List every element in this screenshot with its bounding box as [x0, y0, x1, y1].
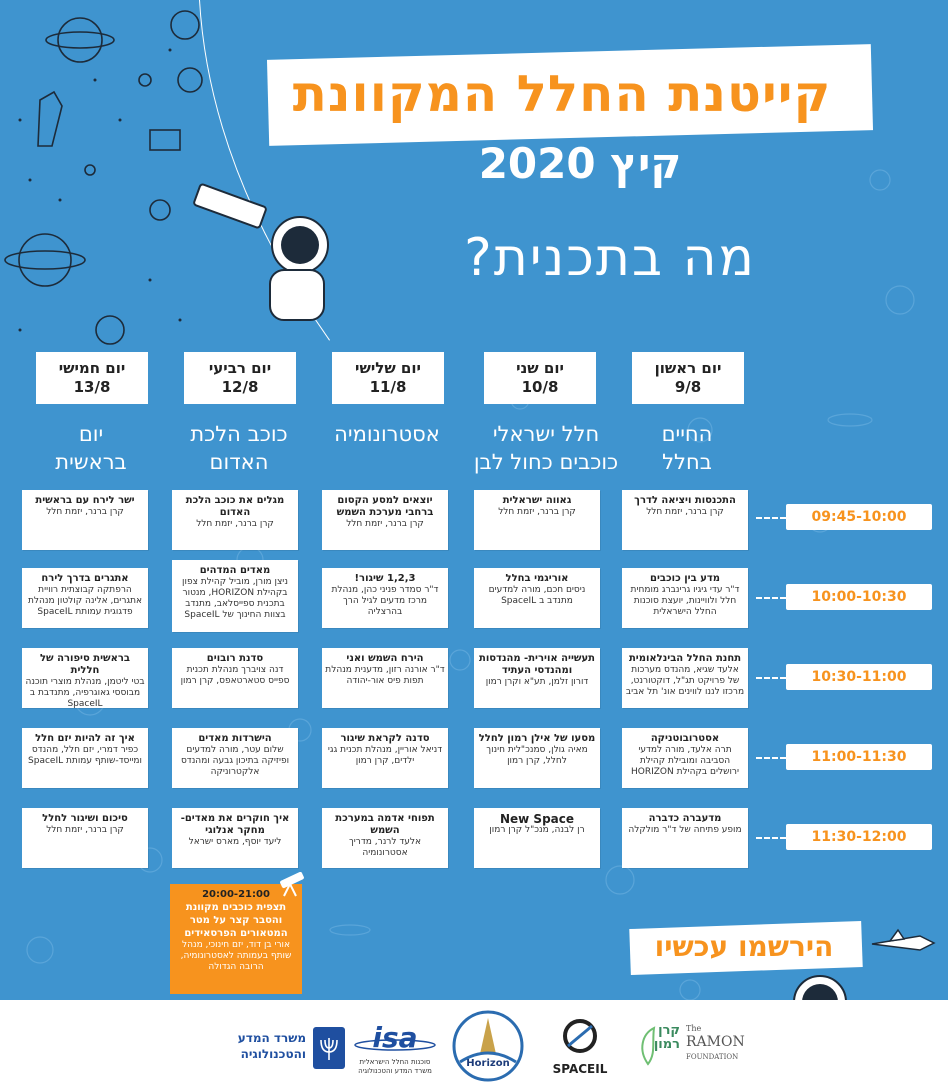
session-title: סדנת רובוים	[206, 653, 264, 664]
sponsors-strip	[0, 1000, 948, 1092]
day-theme-thursday	[16, 420, 166, 476]
day-name: יום שני	[516, 359, 564, 377]
session-title: מסעו של אילן רמון לחלל	[478, 733, 596, 744]
session-speaker: ניסים חכם, מורה למדעים מתנדב ב SpaceIL	[488, 585, 586, 606]
session-title: גאווה ישראלית	[502, 495, 572, 506]
time-slot: 11:00-11:30	[786, 744, 932, 770]
isa-logo	[352, 1022, 438, 1082]
theme-line: החיים	[661, 422, 713, 446]
session-title: הירח השמש ואני	[346, 653, 424, 664]
evening-title: תצפית כוכבים מקוונת והסבר קצר על מטר המטאורים הפרסאידים	[184, 902, 288, 939]
session-card	[22, 808, 148, 868]
session-card	[322, 568, 448, 628]
day-date: 10/8	[521, 378, 559, 396]
session-card	[622, 490, 748, 550]
session-speaker: קרן ברנר, יזמת חלל	[498, 507, 576, 517]
session-card	[474, 728, 600, 788]
session-speaker: דניאל אוריין, מנהלת תכנית גגי ילדים, קרן רמון	[327, 745, 443, 766]
session-card	[474, 490, 600, 550]
session-speaker: ליעד יוסף, מארס ישראל	[188, 837, 282, 847]
time-connector	[756, 597, 786, 599]
session-title: מדע בין כוכבים	[650, 573, 720, 584]
ramon-en-the: The	[686, 1024, 702, 1033]
theme-line: כוכבים כחול לבן	[473, 450, 619, 474]
ministry-name-1: משרד המדע	[237, 1031, 306, 1045]
telescope-icon	[274, 872, 308, 898]
theme-line: האדום	[209, 450, 269, 474]
session-title: תחנת החלל הבינלאומית	[628, 653, 742, 664]
session-card	[22, 648, 148, 708]
session-title: אתגרים בדרך לירח	[41, 573, 129, 584]
day-header-wednesday	[184, 352, 296, 404]
register-cta[interactable]: הירשמו עכשיו	[654, 930, 834, 963]
session-speaker: קרן ברנר, יזמת חלל	[646, 507, 724, 517]
time-slot: 10:30-11:00	[786, 664, 932, 690]
session-title: 1,2,3 שיגור!	[354, 573, 416, 584]
day-date: 12/8	[221, 378, 259, 396]
evening-speaker: אורי בן דוד, יזם חינוכי, מנהל שותף בעמותה לאסטרונומיה, הרובה הגדולה	[180, 940, 292, 972]
isa-subtitle-1: סוכנות החלל הישראלית	[359, 1058, 431, 1066]
session-speaker: תרה אלעד, מורה למדעי הסביבה ומובילת קהילת ירושלים בקהילת HORIZON	[630, 745, 739, 777]
day-header-tuesday	[332, 352, 444, 404]
session-speaker: קרן ברנר, יזמת חלל	[46, 507, 124, 517]
session-speaker: ד"ר עדי גיגיו גרינברג מומחית חלל ולוויינות, יועצת סוכנות החלל הישראלית	[630, 585, 740, 617]
session-card	[172, 648, 298, 708]
session-title: ישר לירח עם בראשית	[35, 495, 135, 506]
session-title: יוצאים למסע הקסום ברחבי מערכת השמש	[336, 495, 434, 518]
session-speaker: רן לבנה, מנכ"ל קרן רמון	[489, 825, 585, 835]
menorah-emblem-icon	[312, 1026, 346, 1070]
session-title: תעשייה אוירית- מהנדסות ומהנדסי העתיד	[479, 653, 595, 676]
session-speaker: אלעד לרנר, מדריך אסטרונומיה	[348, 837, 422, 858]
time-slot: 11:30-12:00	[786, 824, 932, 850]
day-date: 13/8	[73, 378, 111, 396]
session-speaker: אלעד שגיא, מהנדס מערכות של פרויקט תג"ל, דוקטורנט, מרכזו לננו לווינים אונ' תל אביב	[625, 665, 745, 697]
session-title: מגלים את כוכב הלכת האדום	[185, 495, 285, 518]
time-connector	[756, 757, 786, 759]
session-title: בראשית סיפורה של חללית	[40, 653, 130, 676]
session-card	[474, 808, 600, 868]
evening-time: 20:00-21:00	[202, 889, 270, 900]
program-heading: מה בתכנית?	[464, 228, 756, 288]
day-name: יום חמישי	[58, 359, 126, 377]
session-title: תפוחי אדמה במערכת השמש	[335, 813, 435, 836]
theme-line: חלל ישראלי	[492, 422, 600, 446]
session-card	[474, 568, 600, 628]
session-title: אסטרובוטניקה	[650, 733, 720, 744]
time-slot: 10:00-10:30	[786, 584, 932, 610]
session-card	[322, 648, 448, 708]
session-card	[622, 568, 748, 628]
session-card	[322, 490, 448, 550]
day-theme-tuesday	[312, 420, 462, 448]
session-card	[172, 490, 298, 550]
session-speaker: מאיה גולן, סמנכ"לית חינוך לחלל, קרן רמון	[486, 745, 588, 766]
session-card	[172, 808, 298, 868]
ramon-hebrew: קרן רמון	[653, 1023, 680, 1052]
day-header-sunday	[632, 352, 744, 404]
session-card	[22, 728, 148, 788]
page-title: קייטנת החלל המקוונת	[292, 65, 832, 123]
space-shuttle-icon	[868, 926, 938, 960]
session-card	[172, 728, 298, 788]
ramon-en-foundation: FOUNDATION	[686, 1053, 739, 1061]
isa-name: isa	[372, 1021, 418, 1054]
time-slot: 09:45-10:00	[786, 504, 932, 530]
session-title: סדנה לקראת שיגור	[340, 733, 430, 744]
session-speaker: דורון זלמן, תע"א וקרן רמון	[485, 677, 589, 687]
session-card	[22, 568, 148, 628]
ministry-name-2: והטכנולוגיה	[240, 1047, 306, 1061]
day-theme-wednesday	[164, 420, 314, 476]
session-speaker: ד"ר אורנה רזון, מדענית מנהלת תפות פיס אור-יהודה	[325, 665, 445, 686]
spaceil-mark-icon	[560, 1016, 600, 1056]
session-card	[322, 728, 448, 788]
session-speaker: כפיר דמרי, יזם חלל, מהנדס ומייסד-שותף עמותת SpaceIL	[28, 745, 142, 766]
day-header-thursday	[36, 352, 148, 404]
session-card	[474, 648, 600, 708]
session-title: מדעברה כדברה	[648, 813, 722, 824]
day-theme-monday	[456, 420, 636, 476]
session-speaker: מופע פתיחה של ד"ר מולקלה	[628, 825, 742, 835]
theme-line: כוכב הלכת	[190, 422, 288, 446]
time-connector	[756, 837, 786, 839]
spaceil-name: SPACEIL	[552, 1062, 608, 1076]
session-speaker: הרפתקה קבוצתית רוויית אתגרים, אלינה קולטון מנהלת פדגוגית עמותת SpaceIL	[27, 585, 143, 617]
session-speaker: קרן ברנר, יזמת חלל	[346, 519, 424, 529]
session-speaker: קרן ברנר, יזמת חלל	[46, 825, 124, 835]
session-title: סיכום ושיגור לחלל	[42, 813, 128, 824]
day-name: יום ראשון	[654, 359, 722, 377]
theme-line: בראשית	[55, 450, 127, 474]
day-name: יום רביעי	[208, 359, 272, 377]
session-speaker: ניצן מורן, מוביל קהילת צפון בקהילת HORIZON, מנטור בתכנית ספייסלאב, מתנדב בצוות החינוך של SpaceIL	[182, 577, 288, 620]
session-title: התכנסות ויציאה לדרך	[634, 495, 736, 506]
session-speaker: בטי ליטמן, מנהלת מוצרי תוכנה מבוססי גאוגרפיה, מתנדבת ב SpaceIL	[25, 677, 145, 709]
ramon-foundation-logo	[634, 1018, 744, 1082]
session-card	[622, 728, 748, 788]
session-speaker: ד"ר סמדר פניני כהן, מנהלת מרכז מדעים לגיל הרך בהרצליה	[331, 585, 439, 617]
theme-line: אסטרונומיה	[334, 422, 440, 446]
horizon-name: Horizon	[466, 1058, 510, 1069]
session-title: הישרדות מאדים	[198, 733, 272, 744]
session-title: מאדים המדהים	[199, 565, 271, 576]
theme-line: יום	[78, 422, 104, 446]
horizon-logo	[450, 1008, 526, 1084]
session-card	[322, 808, 448, 868]
horizon-badge-icon	[450, 1008, 526, 1084]
day-header-monday	[484, 352, 596, 404]
time-connector	[756, 677, 786, 679]
isa-orbit-icon	[352, 1038, 438, 1052]
session-card	[622, 648, 748, 708]
session-title: איך זה להיות יזם חלל	[35, 733, 135, 744]
session-speaker: דנה צויברך מנהלת תכנית ספייס סטארטאפס, קרן רמון	[180, 665, 290, 686]
page-subtitle: קיץ 2020	[478, 139, 682, 188]
session-title: אוריגמי בחלל	[505, 573, 569, 584]
session-title: New Space	[499, 812, 575, 826]
session-speaker: שלום עטר, מורה למדעים ופיזיקה בתיכון גבעה ומהנדס אלקטרוניקה	[180, 745, 290, 777]
ministry-logo	[200, 1022, 350, 1078]
session-card	[172, 560, 298, 632]
ramon-en-name: RAMON	[686, 1034, 745, 1050]
theme-line: בחלל	[662, 450, 712, 474]
session-card	[22, 490, 148, 550]
session-card	[622, 808, 748, 868]
session-title: איך חוקרים את מאדים- מחקר אנלוגי	[180, 813, 290, 836]
evening-event-card	[170, 884, 302, 994]
session-speaker: קרן ברנר, יזמת חלל	[196, 519, 274, 529]
day-date: 9/8	[674, 378, 702, 396]
day-date: 11/8	[369, 378, 407, 396]
time-connector	[756, 517, 786, 519]
spaceil-logo	[540, 1016, 620, 1082]
day-name: יום שלישי	[355, 359, 421, 377]
isa-subtitle-2: משרד המדע והטכנולוגיה	[358, 1067, 432, 1075]
